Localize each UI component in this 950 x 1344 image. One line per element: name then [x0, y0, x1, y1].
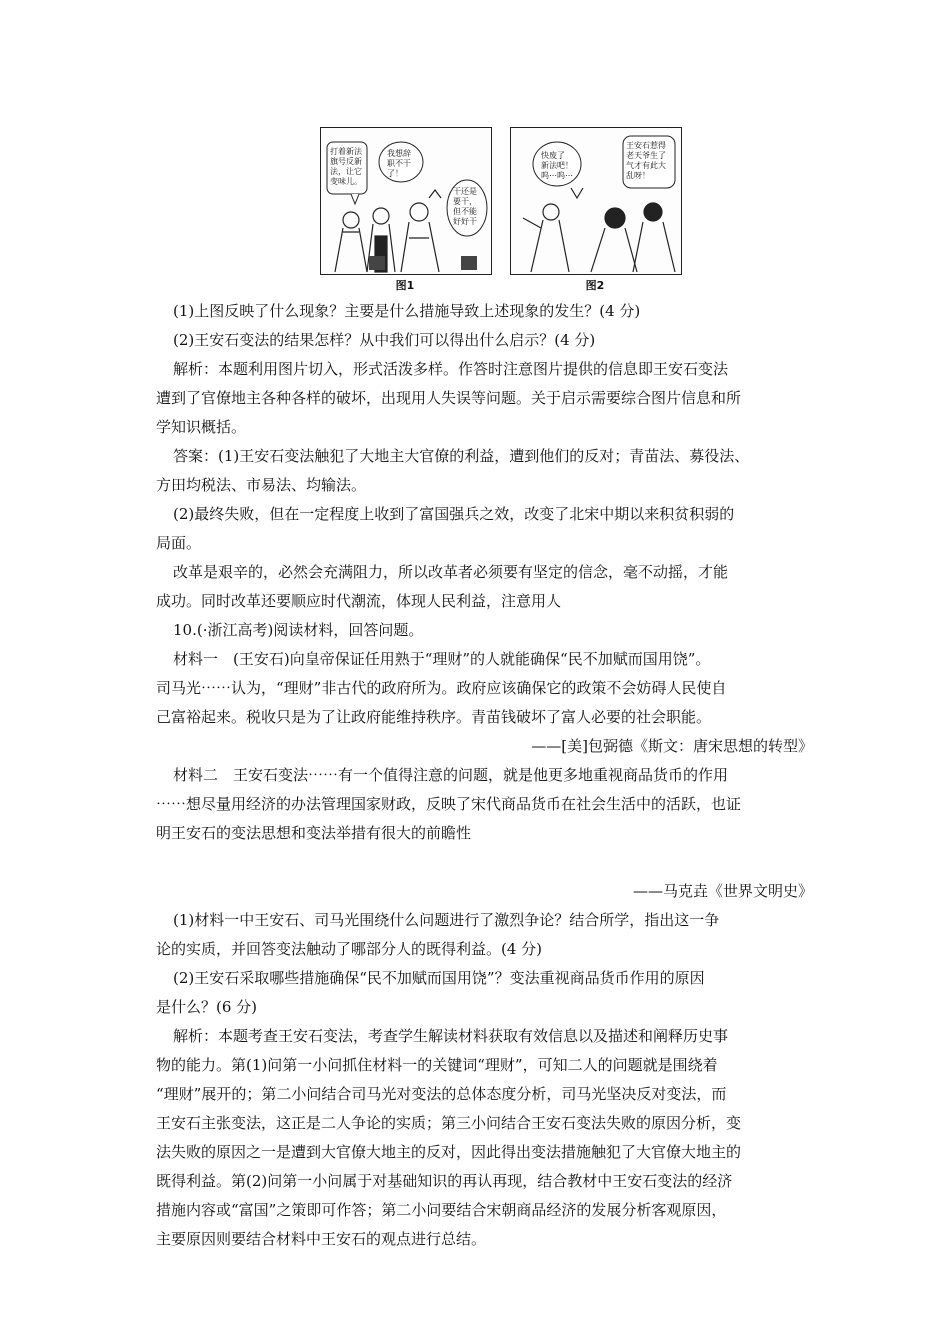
- material-1-line-1: 材料一 (王安石)向皇帝保证任用熟于“理财”的人就能确保“民不加赋而国用饶”。: [173, 650, 711, 668]
- answer-line-2: 方田均税法、市易法、均输法。: [156, 476, 367, 494]
- answer-line-1: 答案：(1)王安石变法触犯了大地主大官僚的利益，遭到他们的反对；青苗法、募役法、: [173, 447, 750, 465]
- q10-analysis-line-6: 既得利益。第(2)问第一小问属于对基础知识的再认再现，结合教材中王安石变法的经济: [156, 1172, 733, 1190]
- fig1-bubble-right-2: 要干，: [453, 197, 477, 206]
- answer-line-3: (2)最终失败，但在一定程度上收到了富国强兵之效，改变了北宋中期以来积贫积弱的: [173, 505, 735, 523]
- fig1-bubble-right-4: 好好干: [453, 217, 477, 226]
- fig1-bubble-left-1: 打着新法: [330, 147, 362, 156]
- figure-1-cartoon: [320, 127, 492, 275]
- fig1-bubble-mid-1: 我想辞: [387, 149, 411, 158]
- q10-analysis-line-2: 物的能力。第(1)问第一小问抓住材料一的关键词“理财”，可知二人的问题就是围绕着: [156, 1056, 718, 1074]
- fig1-bubble-mid-3: 了！: [387, 169, 403, 178]
- analysis-line-1: 解析：本题利用图片切入，形式活泼多样。作答时注意图片提供的信息即王安石变法: [173, 360, 729, 378]
- fig2-bubble-right-2: 老天爷生了: [626, 151, 666, 160]
- insight-line-1: 改革是艰辛的，必然会充满阻力，所以改革者必须要有坚定的信念，毫不动摇，才能: [173, 563, 729, 581]
- fig2-bubble-left-3: 呜⋯呜⋯: [541, 171, 573, 180]
- q10-analysis-line-7: 措施内容或“富国”之策即可作答；第二小问要结合宋朝商品经济的发展分析客观原因，: [156, 1201, 727, 1219]
- fig2-bubble-right-4: 乱呀！: [626, 171, 650, 180]
- answer-line-4: 局面。: [156, 534, 202, 552]
- analysis-line-2: 遭到了官僚地主各种各样的破坏，出现用人失误等问题。关于启示需要综合图片信息和所: [156, 389, 742, 407]
- figure-1-drawing: [321, 128, 491, 274]
- fig2-bubble-right-3: 气才有此大: [626, 161, 666, 170]
- fig2-bubble-left-2: 新法吧！: [541, 161, 573, 170]
- material-1-line-3: 己富裕起来。税收只是为了让政府能维持秩序。青苗钱破坏了富人必要的社会职能。: [156, 708, 712, 726]
- fig1-bubble-left-3: 法，让它: [330, 167, 362, 176]
- figure-2-cartoon: [510, 127, 682, 275]
- figure-1-caption: 图1: [395, 279, 415, 292]
- cartoon-figures: [320, 127, 680, 295]
- question-text-block: [156, 297, 813, 1254]
- material-1-line-2: 司马光⋯⋯认为，“理财”非古代的政府所为。政府应该确保它的政策不会妨碍人民使自: [156, 679, 727, 697]
- material-1-source: ——[美]包弼德《斯文：唐宋思想的转型》: [531, 737, 813, 755]
- question-1: (1)上图反映了什么现象？主要是什么措施导致上述现象的发生？(4 分): [173, 302, 641, 320]
- fig1-bubble-mid-2: 职不干: [387, 159, 411, 168]
- q10-analysis-line-5: 法失败的原因之一是遭到大官僚大地主的反对，因此得出变法措施触犯了大官僚大地主的: [156, 1143, 742, 1161]
- q10-part2-line-2: 是什么？(6 分): [156, 998, 258, 1016]
- figure-2-caption: 图2: [585, 279, 605, 292]
- material-2-line-3: 明王安石的变法思想和变法举措有很大的前瞻性: [156, 824, 472, 842]
- fig1-bubble-right-1: 干还是: [453, 187, 477, 196]
- insight-line-2: 成功。同时改革还要顺应时代潮流，体现人民利益，注意用人: [156, 592, 562, 610]
- blank-spacer: [173, 848, 813, 877]
- material-2-line-2: ⋯⋯想尽量用经济的办法管理国家财政，反映了宋代商品货币在社会生活中的活跃，也证: [156, 795, 742, 813]
- material-2-line-1: 材料二 王安石变法⋯⋯有一个值得注意的问题，就是他更多地重视商品货币的作用: [173, 766, 729, 784]
- q10-analysis-line-8: 主要原因则要结合材料中王安石的观点进行总结。: [156, 1230, 487, 1248]
- analysis-line-3: 学知识概括。: [156, 418, 247, 436]
- q10-analysis-line-1: 解析：本题考查王安石变法，考查学生解读材料获取有效信息以及描述和阐释历史事: [173, 1027, 729, 1045]
- q10-part1-line-1: (1)材料一中王安石、司马光围绕什么问题进行了激烈争论？结合所学，指出这一争: [173, 911, 720, 929]
- figure-2-drawing: [511, 128, 681, 274]
- q10-part2-line-1: (2)王安石采取哪些措施确保“民不加赋而国用饶”？变法重视商品货币作用的原因: [173, 969, 705, 987]
- fig1-bubble-left-2: 旗号反新: [330, 157, 362, 166]
- q10-analysis-line-4: 王安石主张变法，这正是二人争论的实质；第三小问结合王安石变法失败的原因分析，变: [156, 1114, 742, 1132]
- material-2-source: ——马克垚《世界文明史》: [632, 882, 813, 900]
- fig1-bubble-right-3: 但不能: [453, 207, 477, 216]
- fig2-bubble-left-1: 快废了: [541, 151, 565, 160]
- fig2-bubble-right-1: 王安石惹得: [626, 141, 666, 150]
- q10-analysis-line-3: “理财”展开的；第二小问结合司马光对变法的总体态度分析，司马光坚决反对变法，而: [156, 1085, 727, 1103]
- q10-part1-line-2: 论的实质，并回答变法触动了哪部分人的既得利益。(4 分): [156, 940, 543, 958]
- fig1-bubble-left-4: 变味儿。: [330, 177, 362, 186]
- question-10-title: 10.(·浙江高考)阅读材料，回答问题。: [173, 621, 424, 639]
- question-2: (2)王安石变法的结果怎样？从中我们可以得出什么启示？(4 分): [173, 331, 596, 349]
